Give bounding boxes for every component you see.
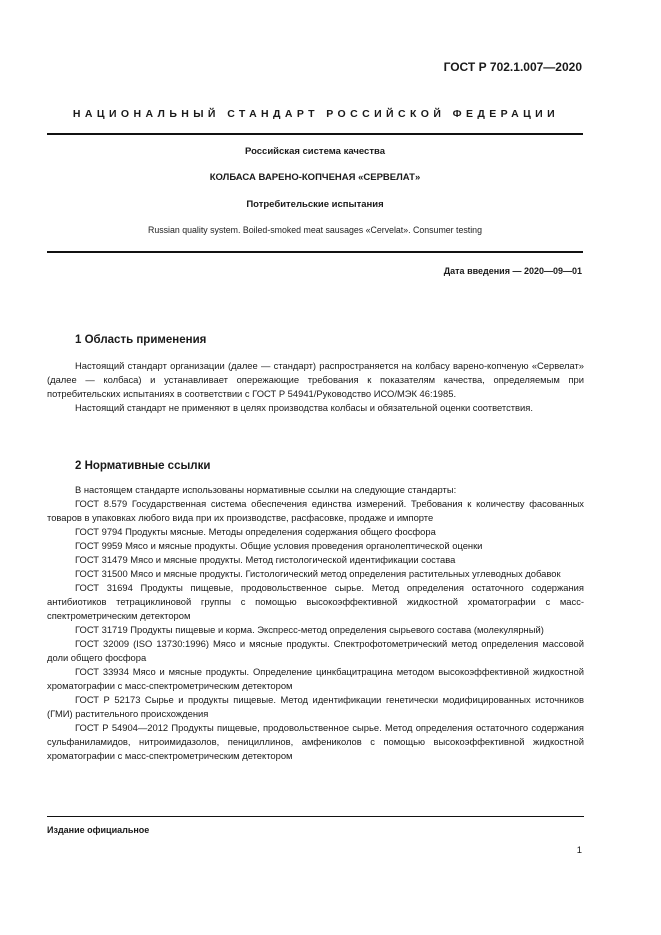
- reference-item: ГОСТ 31719 Продукты пищевые и корма. Экспресс-метод определения сырьевого состава (молекулярный): [75, 624, 544, 635]
- references-list: [47, 483, 584, 763]
- page-number: 1: [576, 845, 582, 856]
- introduction-date: Дата введения — 2020—09—01: [443, 266, 582, 276]
- section-1-heading: 1 Область применения: [75, 334, 207, 346]
- national-standard-banner: НАЦИОНАЛЬНЫЙ СТАНДАРТ РОССИЙСКОЙ ФЕДЕРАЦИИ: [72, 108, 560, 120]
- reference-item: ГОСТ 33934 Мясо и мясные продукты. Определение цинкбацитрацина методом высокоэффективной жидкостной хроматографии с масс-спектрометрическим детектором: [47, 666, 584, 691]
- reference-item: ГОСТ 31694 Продукты пищевые, продовольственное сырье. Метод определения остаточного содержания антибиотиков тетрациклиновой группы с помощью высокоэффективной жидкостной хроматографии с масс-спектрометрическим детектором: [47, 582, 584, 621]
- reference-item: ГОСТ 32009 (ISO 13730:1996) Мясо и мясные продукты. Спектрофотометрический метод определения массовой доли общего фосфора: [47, 638, 584, 663]
- title-divider: [47, 251, 583, 253]
- reference-item: ГОСТ Р 54904—2012 Продукты пищевые, продовольственное сырье. Метод определения остаточного содержания сульфаниламидов, нитроимидазолов, пенициллинов, амфениколов с помощью высокоэффективной жидкостной хроматографии с масс-спектрометрическим детектором: [47, 722, 584, 761]
- english-title: Russian quality system. Boiled-smoked meat sausages «Cervelat». Consumer testing: [148, 225, 482, 235]
- official-edition-label: Издание официальное: [47, 825, 150, 835]
- section-1-paragraph: Настоящий стандарт организации (далее — стандарт) распространяется на колбасу варено-копченую «Сервелат» (далее — колбаса) и устанавливает опережающие требования к показателям качества, определяемым при потребительских испытаниях в соответствии с ГОСТ Р 54941/Руководство ИСО/МЭК 46:1985.: [47, 360, 584, 399]
- reference-item: ГОСТ 9794 Продукты мясные. Методы определения содержания общего фосфора: [75, 526, 436, 537]
- section-1-body: [47, 359, 584, 415]
- reference-item: ГОСТ 31500 Мясо и мясные продукты. Гистологический метод определения растительных углеводных добавок: [75, 568, 561, 579]
- document-number: ГОСТ Р 702.1.007—2020: [443, 60, 582, 74]
- section-1-paragraph: Настоящий стандарт не применяют в целях производства колбасы и обязательной оценки соответствия.: [75, 402, 533, 413]
- footer-divider: [47, 816, 584, 817]
- document-title: КОЛБАСА ВАРЕНО-КОПЧЕНАЯ «СЕРВЕЛАТ»: [209, 172, 421, 183]
- section-2-heading: 2 Нормативные ссылки: [75, 460, 211, 472]
- document-subtitle: Потребительские испытания: [246, 199, 384, 210]
- reference-item: ГОСТ 8.579 Государственная система обеспечения единства измерений. Требования к количеству фасованных товаров в упаковках любого вида при их производстве, расфасовке, продаже и импорте: [47, 498, 584, 523]
- reference-item: ГОСТ 9959 Мясо и мясные продукты. Общие условия проведения органолептической оценки: [75, 540, 483, 551]
- quality-system-label: Российская система качества: [245, 146, 385, 157]
- top-divider: [47, 133, 583, 135]
- reference-item: ГОСТ 31479 Мясо и мясные продукты. Метод гистологической идентификации состава: [75, 554, 456, 565]
- reference-item: ГОСТ Р 52173 Сырье и продукты пищевые. Метод идентификации генетически модифицированных источников (ГМИ) растительного происхождения: [47, 694, 584, 719]
- references-intro: В настоящем стандарте использованы нормативные ссылки на следующие стандарты:: [75, 484, 457, 495]
